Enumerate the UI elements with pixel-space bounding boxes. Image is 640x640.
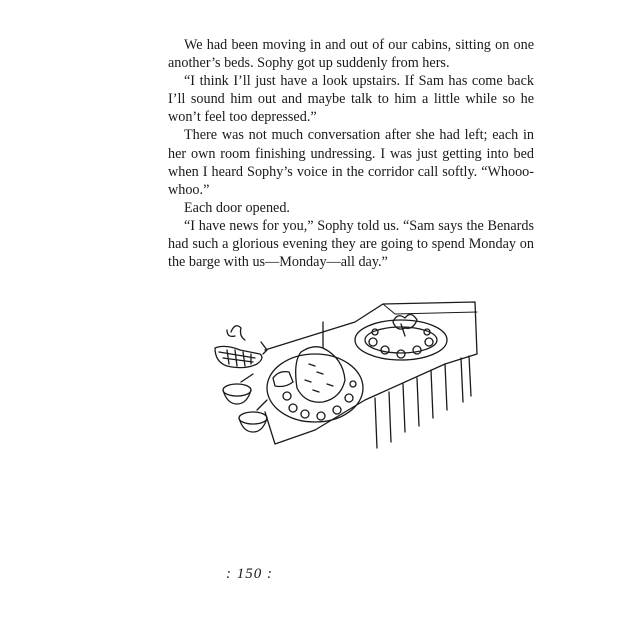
paragraph-3: There was not much conversation after she had left; each in her own room finishing undressing. I was just getting into bed when I heard Sophy’s voice in the corridor call softly. “Whooo-whoo.” [168,127,534,198]
body-text [168,36,534,271]
page-number: : 150 : [226,566,273,582]
paragraph-5: “I have news for you,” Sophy told us. “Sam says the Benards had such a glorious evening they are going to spend Monday on the barge with us—Monday—all day.” [168,217,534,271]
paragraph-2: “I think I’ll just have a look upstairs. If Sam has come back I’ll sound him out and maybe talk to him a little while so he won’t feel too depressed.” [168,73,534,126]
paragraph-4: Each door opened. [184,199,290,216]
food-table-sketch-icon [205,292,485,462]
paragraph-1: We had been moving in and out of our cabins, sitting on one another’s beds. Sophy got up suddenly from hers. [168,37,534,72]
